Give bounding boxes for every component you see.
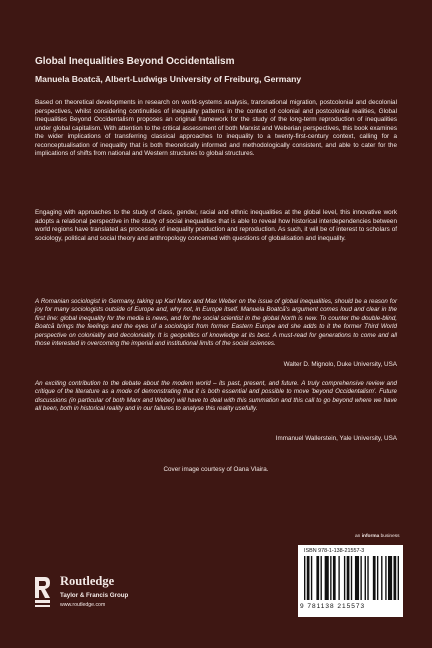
barcode-stripe <box>321 556 322 600</box>
barcode-stripe <box>351 556 352 600</box>
barcode-stripe <box>311 556 312 600</box>
description-paragraph-1: Based on theoretical developments in research on world-systems analysis, transnational migration, postcolonial and decolonial perspectives, whilst considering continuities of inequality patterns in the context of colonial and postcolonial realities, Global Inequalities Beyond Occidentalism proposes an original framework for the study of the long-term reproduction of inequalities under global capitalism. With attention to the critical assessment of both Marxist and Weberian perspectives, this book examines the wider implications of transferring classical approaches to inequality to a twenty-first-century context, calling for a reconceptualisation of inequality that is both theoretically informed and methodologically consistent, and able to cater for the implications of shifts from national and Western structures to global structures. <box>35 99 397 158</box>
barcode-stripe <box>398 556 399 600</box>
endorsement-quote-1: A Romanian sociologist in Germany, taking up Karl Marx and Max Weber on the issue of global inequalities, should be a reason for joy for many sociologists outside of Europe and, why not, in Europe itself. Manuela Boatcă's argument comes loud and clear in the first line: global inequality for the media is news, and for the social scientist in the global North is new. To counter the double-blind, Boatcă brings the feelings and the eyes of a sociologist from former Eastern Europe and she adds to it the former Third World perspective on coloniality and decoloniality. It is geopolitics of knowledge at its best. A must-read for generations to come and all those interested in overcoming the imperial and institutional limits of the social sciences. <box>35 298 397 348</box>
barcode-stripe <box>373 556 376 600</box>
barcode-stripe <box>385 556 386 600</box>
barcode-stripe <box>393 556 396 600</box>
informa-brand: informa <box>361 534 380 539</box>
description-paragraph-2: Engaging with approaches to the study of class, gender, racial and ethnic inequalities at the global level, this innovative work adopts a relational perspective in the study of social inequalities that is able to reveal how historical interdependencies between world regions have translated as processes of inequality production and reproduction. As such, it will be of interest to scholars of sociology, political and social theory and anthropology concerned with questions of globalisation and inequality. <box>35 209 397 242</box>
endorsement-attribution-1: Walter D. Mignolo, Duke University, USA <box>283 361 397 368</box>
barcode-stripe <box>355 556 359 600</box>
barcode-stripe <box>347 556 350 600</box>
barcode-stripe <box>338 556 339 600</box>
barcode-digits: 9 781138 215573 <box>300 603 366 610</box>
publisher-url: www.routledge.com <box>60 602 106 608</box>
barcode-stripe <box>388 556 392 600</box>
informa-suffix: business <box>380 534 400 539</box>
barcode-stripe <box>307 556 310 600</box>
cover-credit: Cover image courtesy of Oana Vlaira. <box>163 466 269 473</box>
endorsement-attribution-2: Immanuel Wallerstein, Yale University, USA <box>275 435 397 442</box>
barcode-stripe <box>377 556 378 600</box>
barcode-image <box>304 556 399 600</box>
book-title: Global Inequalities Beyond Occidentalism <box>35 56 235 67</box>
isbn-label: ISBN 978-1-138-21557-3 <box>304 548 365 554</box>
informa-tagline <box>355 534 400 539</box>
informa-prefix: an <box>355 534 361 539</box>
author-line: Manuela Boatcă, Albert-Ludwigs University of Freiburg, Germany <box>35 74 302 84</box>
barcode-stripe <box>330 556 331 600</box>
barcode-stripe <box>367 556 368 600</box>
barcode-stripe <box>316 556 319 600</box>
barcode-stripe <box>365 556 366 600</box>
barcode-stripe <box>381 556 382 600</box>
barcode-stripe <box>344 556 345 600</box>
endorsement-quote-2: An exciting contribution to the debate about the modern world – its past, present, and future. A truly comprehensive review and critique of the literature as a mode of demonstrating that it is both essential and possible to move 'beyond Occidentalism'. Future discussions (in particular of both Marx and Weber) will have to deal with this summation and this call to go beyond where we have all been, both in historical reality and in our failures to analyse this reality usefully. <box>35 380 397 413</box>
publisher-name: Routledge <box>60 574 115 588</box>
barcode-stripe <box>325 556 329 600</box>
publisher-group: Taylor & Francis Group <box>60 592 129 599</box>
barcode-stripe <box>304 556 305 600</box>
routledge-logo-icon <box>33 576 51 608</box>
barcode-stripe <box>360 556 361 600</box>
barcode-stripe <box>333 556 336 600</box>
